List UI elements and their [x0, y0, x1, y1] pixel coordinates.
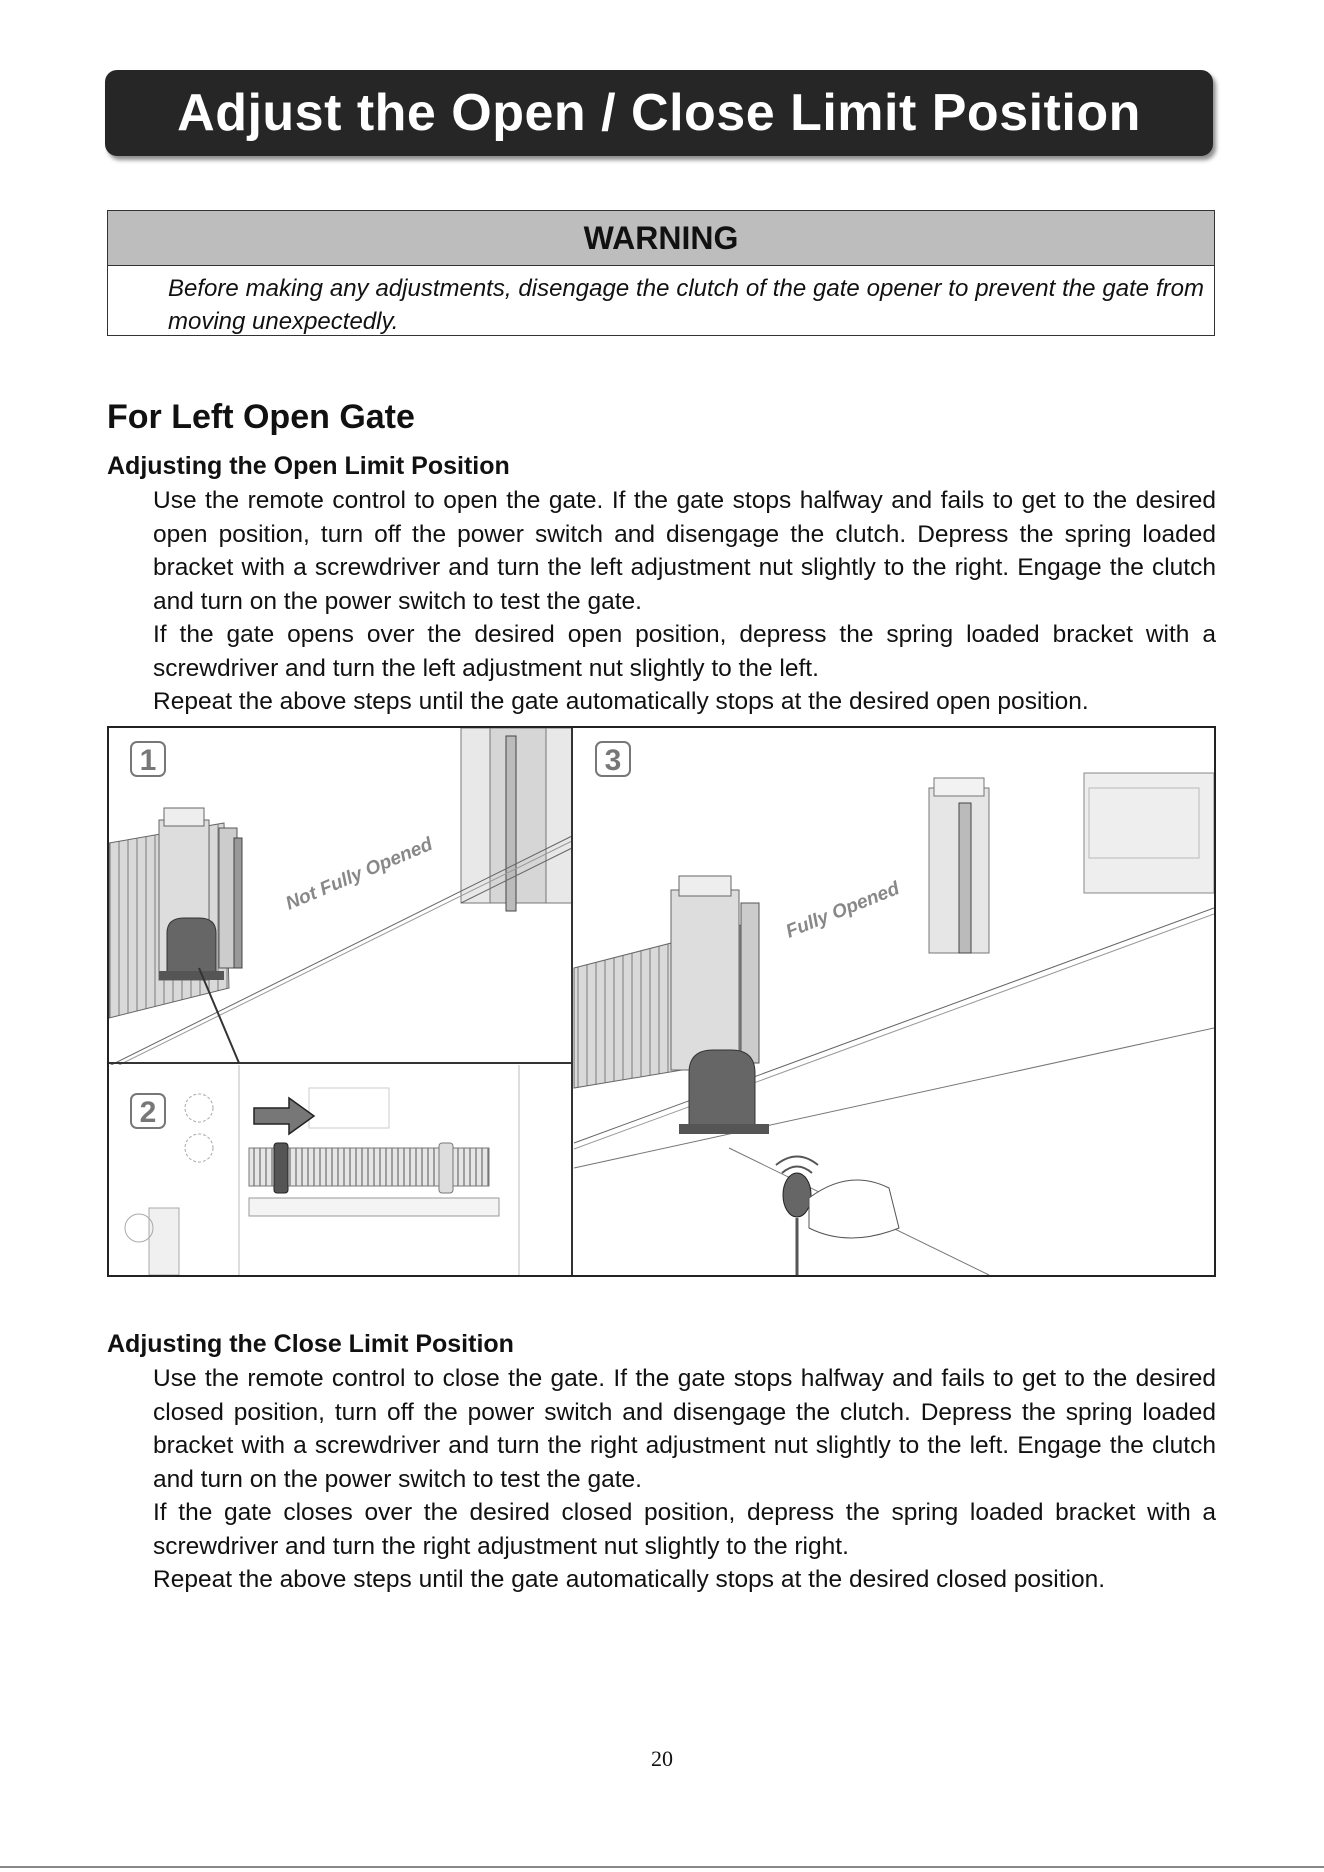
page-title: Adjust the Open / Close Limit Position — [177, 84, 1141, 142]
step-2-number: 2 — [139, 1096, 157, 1129]
open-limit-instructions — [153, 484, 1216, 719]
close-limit-paragraph: Repeat the above steps until the gate automatically stops at the desired closed position. — [153, 1566, 1106, 1593]
step-1-badge — [131, 742, 165, 777]
fully-opened-label: Fully Opened — [783, 878, 903, 943]
close-limit-heading: Adjusting the Close Limit Position — [107, 1330, 514, 1358]
close-limit-instructions — [153, 1362, 1216, 1597]
gate-illustration — [109, 728, 1214, 1275]
page-number: 20 — [651, 1746, 673, 1771]
wireless-signal-icon — [782, 1167, 812, 1174]
step-1-number: 1 — [139, 744, 157, 777]
panel-2-motor-interior — [109, 1065, 571, 1275]
not-fully-opened-label: Not Fully Opened — [282, 833, 436, 915]
warning-box — [107, 210, 1215, 336]
step-2-badge — [131, 1094, 165, 1129]
close-limit-paragraph: Use the remote control to close the gate. If the gate stops halfway and fails to get to the desired closed position, turn off the power switch and disengage the clutch. Depress the spring loaded bracket with a screwdriver and turn the right adjustment nut slightly to the left. Engage the clutch and turn on the power switch to test the gate. — [153, 1365, 1216, 1493]
warning-text: Before making any adjustments, disengage the clutch of the gate opener to prevent the gate from moving unexpectedly. — [168, 275, 1204, 335]
open-limit-heading: Adjusting the Open Limit Position — [107, 452, 510, 480]
remote-control-icon — [783, 1173, 811, 1217]
open-limit-paragraph: Use the remote control to open the gate. If the gate stops halfway and fails to get to the desired open position, turn off the power switch and disengage the clutch. Depress the spring loaded bracket with a screwdriver and turn the left adjustment nut slightly to the right. Engage the clutch and turn on the power switch to test the gate. — [153, 487, 1216, 615]
illustration-figure — [107, 726, 1216, 1277]
step-3-badge — [596, 742, 630, 777]
bottom-rule — [0, 1866, 1324, 1868]
page-title-bar — [105, 70, 1213, 156]
close-limit-paragraph: If the gate closes over the desired closed position, depress the spring loaded bracket with a screwdriver and turn the right adjustment nut slightly to the right. — [153, 1499, 1216, 1560]
open-limit-paragraph: If the gate opens over the desired open position, depress the spring loaded bracket with a screwdriver and turn the left adjustment nut slightly to the left. — [153, 621, 1216, 682]
step-3-number: 3 — [604, 744, 622, 777]
open-limit-paragraph: Repeat the above steps until the gate automatically stops at the desired open position. — [153, 688, 1089, 715]
warning-label: WARNING — [108, 211, 1214, 266]
section-title: For Left Open Gate — [107, 398, 415, 436]
panel-3-fully-opened — [574, 742, 1214, 1275]
